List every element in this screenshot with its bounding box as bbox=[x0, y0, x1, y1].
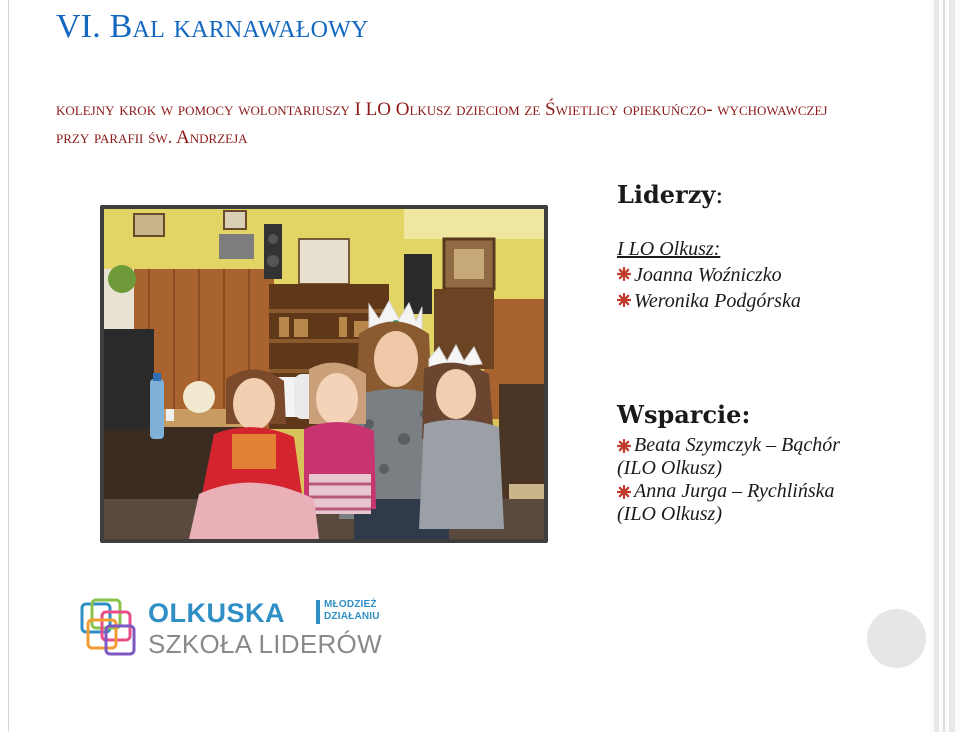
leaders-school-label: I LO Olkusz: bbox=[617, 238, 721, 260]
overlapping-squares-logo-icon bbox=[78, 598, 140, 658]
photo-frame bbox=[100, 205, 548, 543]
leaders-heading-colon: : bbox=[715, 181, 724, 209]
support-list bbox=[617, 434, 840, 526]
list-item bbox=[617, 288, 801, 314]
slide-title: VI. Bal karnawałowy bbox=[56, 8, 369, 45]
leader-name: Joanna Woźniczko bbox=[634, 264, 782, 286]
logo-tagline: MŁODZIEŻ bbox=[324, 599, 377, 610]
list-item-continuation bbox=[617, 503, 840, 526]
list-item-continuation bbox=[617, 457, 840, 480]
slide-corner-circle bbox=[867, 609, 926, 668]
leaders-heading bbox=[617, 180, 723, 209]
logo-title: OLKUSKA bbox=[148, 598, 285, 628]
asterisk-bullet-icon bbox=[617, 267, 631, 281]
leader-name: Weronika Podgórska bbox=[634, 290, 801, 312]
rail-stripe bbox=[934, 0, 939, 732]
support-heading: Wsparcie: bbox=[617, 400, 751, 429]
logo-divider bbox=[316, 600, 320, 624]
asterisk-bullet-icon bbox=[617, 485, 631, 499]
asterisk-bullet-icon bbox=[617, 293, 631, 307]
rail-stripe bbox=[949, 0, 955, 732]
left-border-line bbox=[8, 0, 9, 732]
support-person-name: Beata Szymczyk – Bąchór bbox=[634, 434, 841, 456]
rail-stripe bbox=[943, 0, 945, 732]
support-person-org: (ILO Olkusz) bbox=[617, 503, 722, 525]
right-side-rail bbox=[930, 0, 960, 732]
olkuska-szkola-liderow-logo bbox=[78, 596, 388, 662]
asterisk-bullet-icon bbox=[617, 439, 631, 453]
list-item bbox=[617, 480, 840, 503]
support-person-name: Anna Jurga – Rychlińska bbox=[634, 480, 835, 502]
slide-subtitle: kolejny krok w pomocy wolontariuszy I LO Olkusz dzieciom ze Świetlicy opiekuńczo- wychowawczej przy parafii św. Andrzeja bbox=[56, 99, 828, 148]
list-item bbox=[617, 434, 840, 457]
leaders-list bbox=[617, 262, 801, 314]
event-photo bbox=[104, 209, 544, 539]
support-person-org: (ILO Olkusz) bbox=[617, 457, 722, 479]
leaders-heading-text: Liderzy bbox=[617, 180, 716, 209]
list-item bbox=[617, 262, 801, 288]
logo-subtitle: SZKOŁA LIDERÓW bbox=[148, 629, 382, 659]
logo-tagline: DZIAŁANIU bbox=[324, 611, 380, 622]
